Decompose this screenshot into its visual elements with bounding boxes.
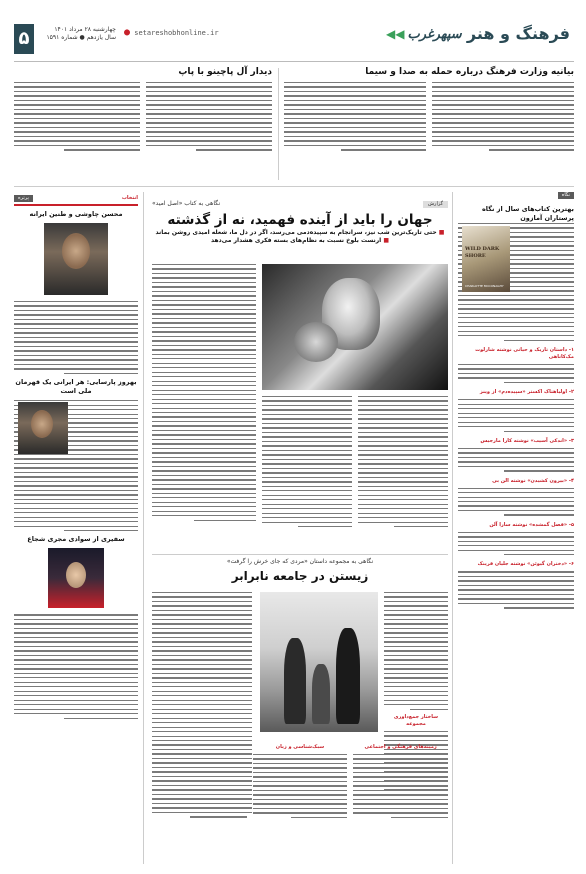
brand-name: سپهرغرب [407, 26, 462, 42]
section-title: فرهنگ و هنر [466, 24, 570, 43]
person-name-2: بهروز پارسایی: هر ایرانی یک قهرمان ملی است [15, 378, 137, 396]
refugee-women-photo [260, 592, 378, 732]
top-story-body [284, 82, 574, 154]
top-story-ministry [284, 66, 574, 184]
feature-kicker: نگاهی به کتاب «اصل امید» [152, 200, 221, 207]
left-column-header [14, 192, 138, 206]
ernst-bloch-photo [262, 264, 448, 390]
feature-lede-2: ■ ارنست بلوخ نسبت به نظام‌های بسته فکری هشدار می‌دهد [210, 237, 390, 244]
sidebar-headline: بهترین کتاب‌های سال از نگاه پرستاران آمازون [481, 205, 574, 222]
square-bullet-icon: ■ [381, 237, 390, 244]
sidebar-subhead: ۱- داستان تاریک و حیاتی نوشته شارلوت مک‌کاناهی [475, 346, 574, 360]
bottom-feature-title: زیستن در جامعه نابرابر [231, 569, 369, 583]
sidebar-subhead: ۲- اولیاهتاک اکستر «سپیده‌دم» از وینز [479, 389, 574, 396]
brand-logo [386, 24, 466, 44]
url-text: setareshobhonline.ir [134, 29, 219, 37]
book-cover-image [462, 226, 510, 292]
top-story-body [14, 82, 272, 154]
book-title: WILD DARK SHORE [465, 246, 500, 259]
bottom-feature-article [152, 558, 448, 864]
feature-article [152, 200, 448, 552]
feature-body-lower [262, 396, 448, 531]
feature-lede-1: ■ حتی تاریک‌ترین شب نیز، سرانجام به سپیده‌دمی می‌رسد، اگر در دل ما، شعله امیدی روشن بماند [155, 229, 445, 236]
portrait-photo-1 [44, 223, 108, 295]
masthead [14, 22, 574, 62]
left-body-3 [14, 614, 138, 718]
feature-section-label: گزارش [423, 201, 448, 208]
page-number: ۵ [14, 24, 34, 54]
left-column-portraits [14, 192, 138, 864]
book-author: CHARLOTTE MCCONAGHY [465, 284, 504, 288]
hand-shape [294, 322, 338, 362]
bottom-subhead: سبک‌شناسی و زبان [275, 744, 325, 750]
feature-title: جهان را باید از آینده فهمید، نه از گذشته [167, 212, 433, 228]
sidebar-subhead: ۳- «اندکی آسیب» نوشته کارا مارجیس [480, 437, 574, 444]
sidebar-subhead: ۶- «دختران گیوئن» نوشته جلیان فرینک [477, 561, 574, 568]
newspaper-page [14, 22, 574, 864]
bottom-subhead: زمینه‌های فرهنگی و اجتماعی [364, 744, 437, 750]
sidebar-subhead: ۵- «فصل گمشده» نوشته سارا آلن [489, 521, 574, 528]
feature-body-col-left [152, 264, 256, 524]
bottom-body-lower [152, 740, 448, 821]
person-name-3: سفیری از سوادی مجری شجاع [27, 535, 125, 544]
dot-icon: ● [124, 27, 131, 38]
sidebar-books [458, 192, 574, 864]
square-bullet-icon: ■ [436, 229, 445, 236]
issue-text: سال یازدهم ● شماره ۱۵۹۱ [46, 34, 116, 41]
bottom-subhead: ساختار جمع‌داوری مجموعه [393, 713, 439, 727]
feature-kicker-row [152, 200, 448, 208]
top-story-headline: بیانیه وزارت فرهنگ درباره حمله به صدا و سیما [365, 67, 574, 77]
website-url[interactable] [124, 27, 219, 38]
person-name-1: محسن چاوشی و طنین ایرانه [29, 210, 123, 218]
top-story-headline: دیدار آل پاچینو با پاپ [178, 67, 272, 77]
date-block [36, 26, 116, 42]
left-column-tag: انتخاب [121, 194, 138, 201]
sidebar-subhead: ۴- «بیرون کشیدن» نوشته الن بی [492, 477, 574, 484]
sidebar-tag: نگاه [558, 192, 574, 199]
left-body-1 [14, 301, 138, 374]
top-story-pacino [14, 66, 272, 184]
bottom-feature-kicker: نگاهی به مجموعه داستان «مردی که جای خرش را گرفت» [226, 558, 374, 565]
date-text: چهارشنبه ۲۸ مرداد ۱۴۰۱ [54, 26, 116, 33]
play-arrows-icon: ◀◀ [386, 26, 405, 41]
left-column-badge: پرتره [14, 195, 33, 202]
portrait-photo-2 [18, 402, 68, 454]
portrait-photo-3 [48, 548, 104, 608]
